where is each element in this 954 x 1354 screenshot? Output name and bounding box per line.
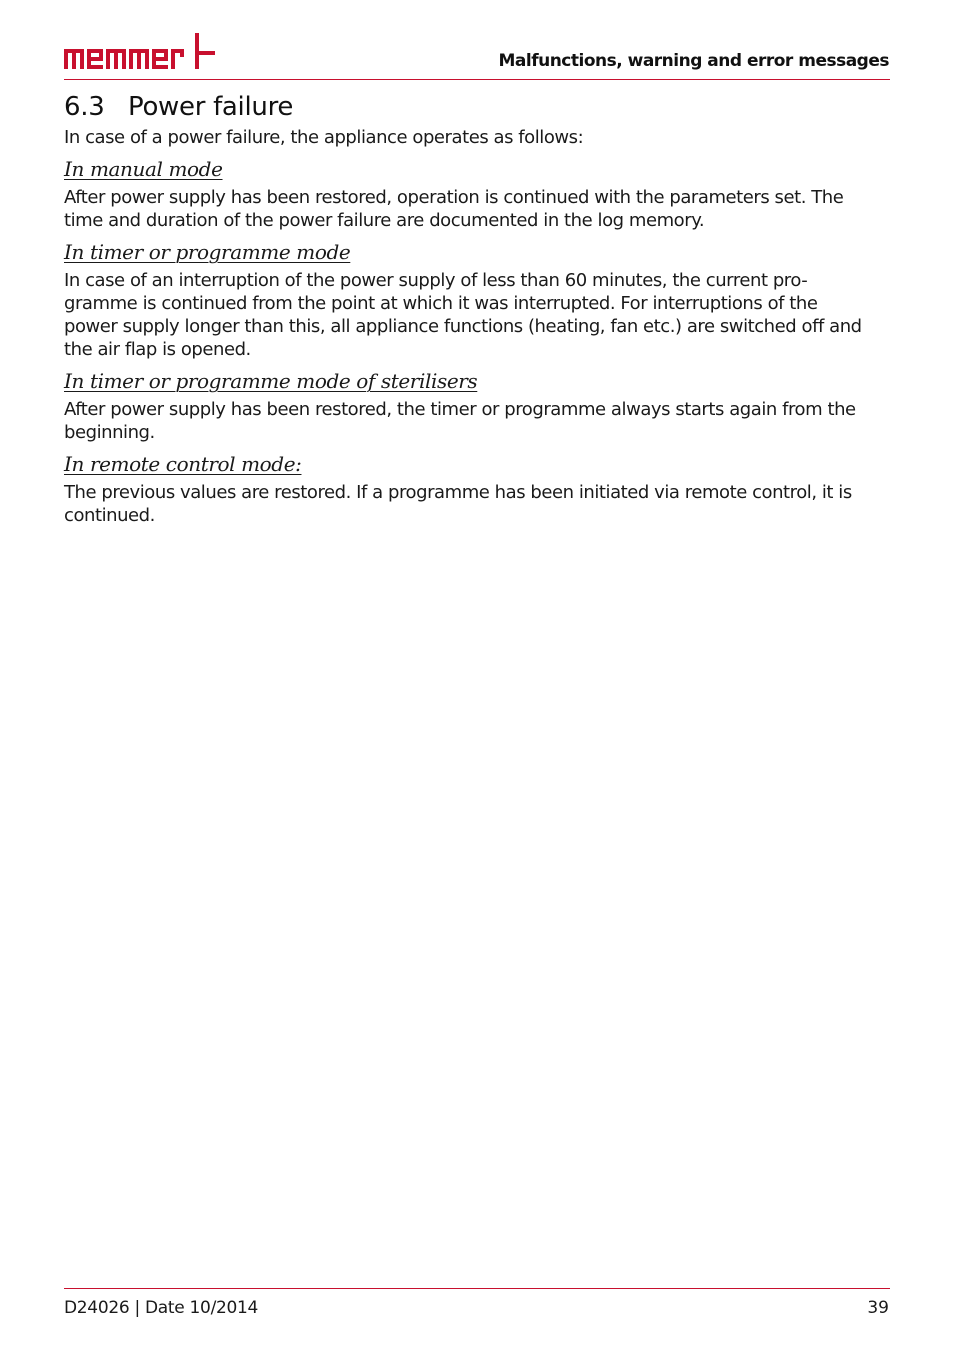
memmert-logo [64,31,216,71]
text-line: In case of an interruption of the power supply of less than 60 minutes, the current pro- [64,270,808,291]
subsection-body-manual-mode [64,186,890,232]
text-line: time and duration of the power failure are documented in the log memory. [64,210,705,231]
subsection-body-remote-control-mode [64,481,890,527]
text-line: beginning. [64,422,155,443]
text-line: After power supply has been restored, the timer or programme always starts again from the [64,399,856,420]
section-number: 6.3 [64,92,105,122]
page-content [64,89,890,527]
text-line: power supply longer than this, all appliance functions (heating, fan etc.) are switched off and [64,316,862,337]
text-line: The previous values are restored. If a programme has been initiated via remote control, it is [64,482,852,503]
footer-doc-info: D24026 | Date 10/2014 [64,1298,259,1318]
section-title: Power failure [128,92,294,122]
header-title: Malfunctions, warning and error messages [498,51,889,71]
subsection-heading-timer-programme-mode: In timer or programme mode [64,240,351,264]
header-divider [64,79,890,80]
section-heading [64,89,890,125]
text-line: gramme is continued from the point at which it was interrupted. For interruptions of the [64,293,818,314]
text-line: continued. [64,505,155,526]
footer-divider [64,1288,890,1289]
subsection-heading-remote-control-mode: In remote control mode: [64,452,302,476]
section-intro: In case of a power failure, the appliance operates as follows: [64,127,584,148]
subsection-body-sterilisers [64,398,890,444]
text-line: the air flap is opened. [64,339,251,360]
page-number: 39 [867,1298,889,1318]
text-line: After power supply has been restored, operation is continued with the parameters set. The [64,187,844,208]
subsection-heading-manual-mode: In manual mode [64,157,223,181]
subsection-body-timer-programme-mode [64,269,890,361]
subsection-heading-sterilisers: In timer or programme mode of sterilisers [64,369,478,393]
